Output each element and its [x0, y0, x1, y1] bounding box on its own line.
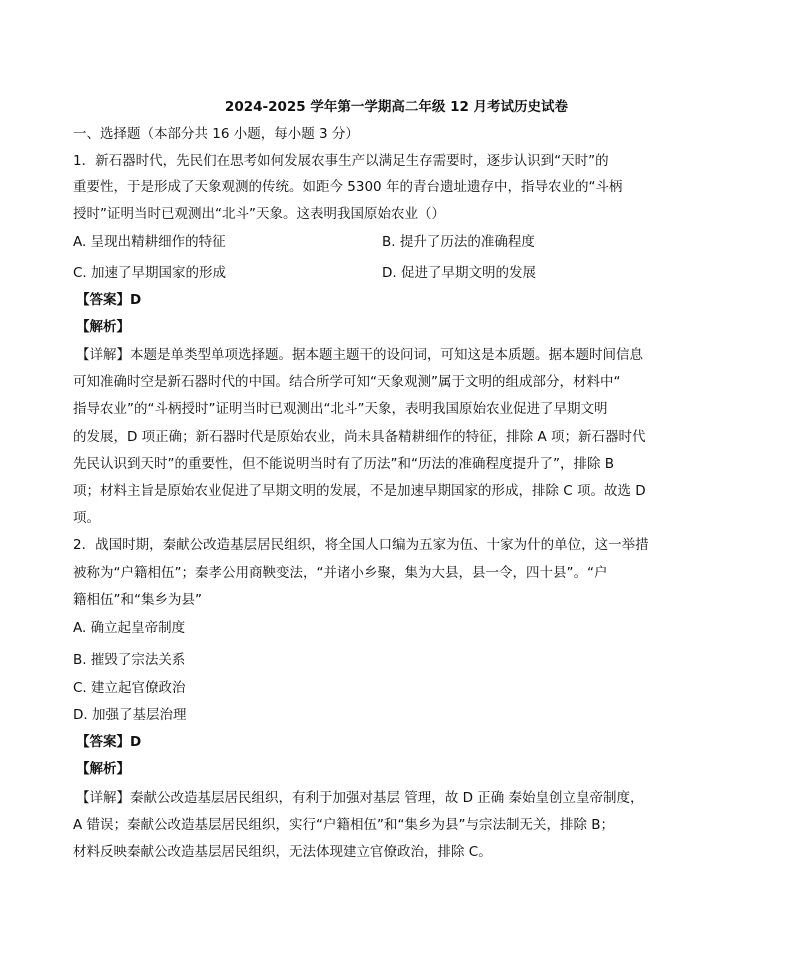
q2-stem-line-3: 籍相伍”和“集乡为县”: [73, 592, 202, 608]
q1-analysis-label: 【解析】: [76, 319, 130, 335]
q1-detail-line-6: 项；材料主旨是原始农业促进了早期文明的发展，不是加速早期国家的形成，排除 C 项。故选 D: [73, 483, 646, 499]
q2-option-c: C. 建立起官僚政治: [73, 680, 186, 696]
q2-detail-line-3: 材料反映秦献公改造基层居民组织，无法体现建立官僚政治，排除 C。: [73, 844, 492, 860]
q1-detail-line-5: 先民认识到天时”的重要性，但不能说明当时有了历法”和“历法的准确程度提升了”，排除 B: [73, 456, 615, 472]
q2-stem-line-2: 被称为“户籍相伍”；秦孝公用商鞅变法，“并诸小乡聚，集为大县，县一令，四十县”。“户: [73, 565, 608, 581]
q1-stem-line-2: 重要性，于是形成了天象观测的传统。如距今 5300 年的青台遗址遗存中，指导农业的“斗柄: [73, 179, 623, 195]
q1-detail-line-7: 项。: [73, 510, 100, 526]
q2-detail-line-2: A 错误；秦献公改造基层居民组织，实行“户籍相伍”和“集乡为县”与宗法制无关，排除 B；: [73, 817, 615, 833]
q1-detail-line-2: 可知准确时空是新石器时代的中国。结合所学可知“天象观测”属于文明的组成部分，材料中“: [73, 374, 621, 390]
q1-stem-line-1: 1．新石器时代，先民们在思考如何发展农事生产以满足生存需要时，逐步认识到“天时”的: [73, 153, 609, 169]
q2-option-a: A. 确立起皇帝制度: [73, 620, 186, 636]
q2-stem-line-1: 2．战国时期，秦献公改造基层居民组织，将全国人口编为五家为伍、十家为什的单位，这一举措: [73, 537, 649, 553]
q1-answer: 【答案】D: [76, 292, 142, 308]
section-heading: 一、选择题（本部分共 16 小题，每小题 3 分）: [73, 126, 359, 142]
q1-detail-line-1: 【详解】本题是单类型单项选择题。据本题主题干的设问词，可知这是本质题。据本题时间信息: [76, 347, 643, 363]
q1-option-c: C. 加速了早期国家的形成: [73, 265, 227, 281]
q2-option-d: D. 加强了基层治理: [73, 707, 187, 723]
q1-option-a: A. 呈现出精耕细作的特征: [73, 234, 226, 250]
q2-option-b: B. 摧毁了宗法关系: [73, 652, 186, 668]
q2-answer: 【答案】D: [76, 734, 142, 750]
q1-detail-line-4: 的发展，D 项正确；新石器时代是原始农业，尚未具备精耕细作的特征，排除 A 项；新石器时代: [73, 429, 646, 445]
q1-detail-line-3: 指导农业”的“斗柄授时”证明当时已观测出“北斗”天象，表明我国原始农业促进了早期文明: [73, 401, 608, 417]
exam-title: 2024-2025 学年第一学期高二年级 12 月考试历史试卷: [224, 99, 569, 115]
q1-stem-line-3: 授时”证明当时已观测出“北斗”天象。这表明我国原始农业（）: [73, 206, 445, 222]
q2-analysis-label: 【解析】: [76, 761, 130, 777]
q2-detail-line-1: 【详解】秦献公改造基层居民组织，有利于加强对基层 管理，故 D 正确 秦始皇创立皇帝制度，: [76, 790, 644, 806]
q1-option-d: D. 促进了早期文明的发展: [382, 265, 536, 281]
q1-option-b: B. 提升了历法的准确程度: [382, 234, 535, 250]
